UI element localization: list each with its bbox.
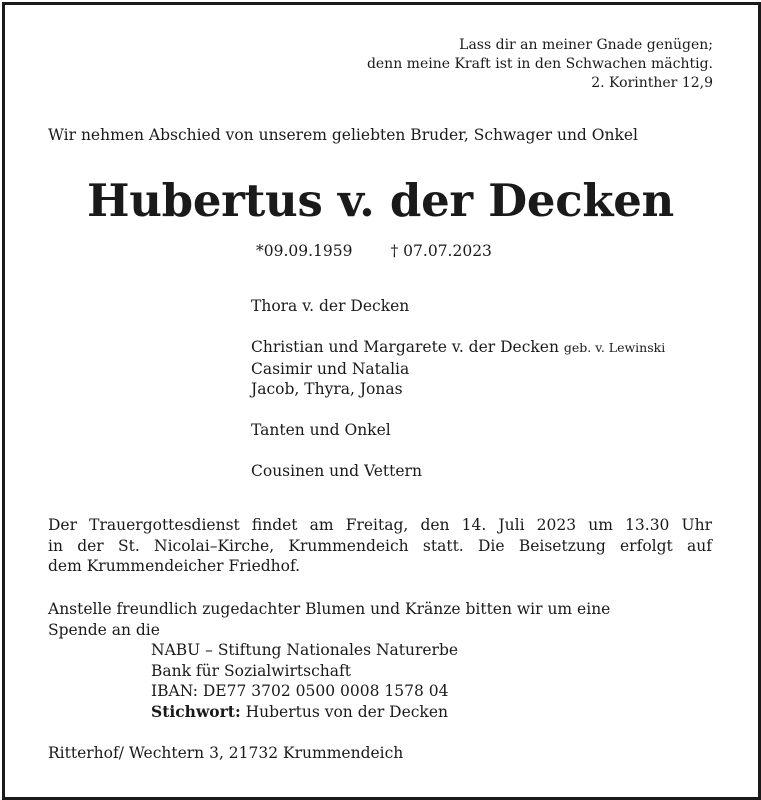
funeral-service-info	[48, 515, 712, 577]
mourner-aunts-uncles: Tanten und Onkel	[251, 421, 391, 439]
keyword-label: Stichwort:	[151, 701, 241, 721]
mourner-cousins: Cousinen und Vettern	[251, 462, 422, 480]
service-line-1: Der Trauergottesdienst findet am Freitag, den 14. Juli 2023 um 13.30 Uhr	[48, 516, 712, 534]
mourner-children: Casimir und Natalia	[251, 359, 410, 378]
mourner-couple-names: Christian und Margarete v. der Decken	[251, 338, 559, 356]
mourner-couple-note: geb. v. Lewinski	[563, 340, 666, 355]
intro-text: Wir nehmen Abschied von unserem geliebten Bruder, Schwager und Onkel	[48, 126, 638, 144]
keyword-value: Hubertus von der Decken	[245, 702, 448, 721]
mourner-couple	[251, 337, 665, 359]
verse-reference: 2. Korinther 12,9	[591, 75, 713, 91]
donation-info	[48, 599, 610, 722]
donation-iban: IBAN: DE77 3702 0500 0008 1578 04	[151, 682, 449, 700]
mourner-wife: Thora v. der Decken	[251, 297, 410, 315]
death-date: † 07.07.2023	[390, 242, 492, 260]
mourners-list	[251, 296, 665, 482]
donation-line-2: Spende an die	[48, 620, 160, 639]
donation-line-1: Anstelle freundlich zugedachter Blumen und Kränze bitten wir um eine	[48, 600, 611, 618]
verse-line-2: denn meine Kraft ist in den Schwachen mächtig.	[366, 56, 713, 72]
donation-org: NABU – Stiftung Nationales Naturerbe	[151, 641, 459, 659]
family-address: Ritterhof/ Wechtern 3, 21732 Krummendeich	[48, 744, 404, 762]
deceased-name: Hubertus v. der Decken	[87, 174, 674, 227]
bible-verse	[367, 36, 713, 93]
mourner-grandchildren: Jacob, Thyra, Jonas	[251, 380, 403, 398]
birth-date: *09.09.1959	[256, 242, 353, 260]
life-dates	[256, 242, 492, 260]
service-line-3: dem Krummendeicher Friedhof.	[48, 557, 301, 575]
verse-line-1: Lass dir an meiner Gnade genügen;	[459, 37, 713, 53]
donation-keyword	[48, 702, 610, 723]
service-line-2: in der St. Nicolai–Kirche, Krummendeich statt. Die Beisetzung erfolgt auf	[48, 536, 712, 555]
donation-bank: Bank für Sozialwirtschaft	[151, 661, 351, 680]
